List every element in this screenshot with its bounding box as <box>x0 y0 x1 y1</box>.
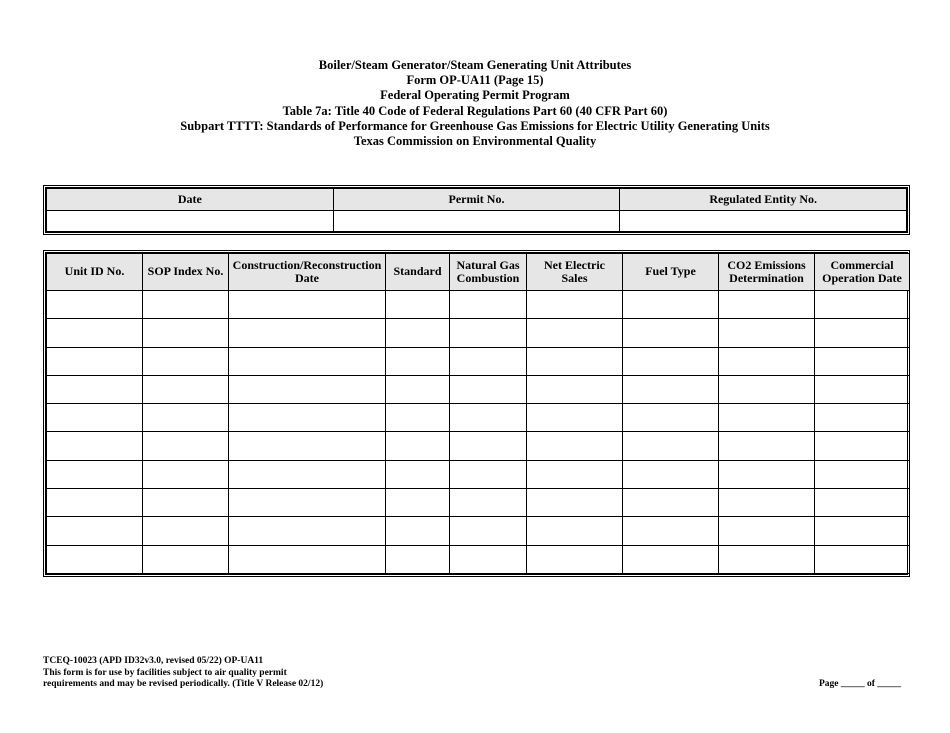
table-cell[interactable] <box>450 291 527 319</box>
table-cell[interactable] <box>386 460 450 488</box>
usage-note-2: requirements and may be revised periodically. (Title V Release 02/12) <box>43 679 324 689</box>
table-cell[interactable] <box>623 460 719 488</box>
table-cell[interactable] <box>527 375 623 403</box>
table-cell[interactable] <box>527 291 623 319</box>
header-line: SOP Index No. <box>147 264 224 279</box>
table-cell[interactable] <box>623 375 719 403</box>
table-cell[interactable] <box>450 375 527 403</box>
table-cell[interactable] <box>815 432 910 460</box>
table-cell[interactable] <box>386 291 450 319</box>
table-cell[interactable] <box>229 319 386 347</box>
table-cell[interactable] <box>229 291 386 319</box>
table-cell[interactable] <box>229 432 386 460</box>
table-cell[interactable] <box>386 489 450 517</box>
header-line: Determination <box>729 271 804 285</box>
table-cell[interactable] <box>719 545 815 573</box>
header-line: Combustion <box>456 271 520 285</box>
table-cell[interactable] <box>143 460 229 488</box>
regulated-entity-field[interactable] <box>620 211 907 232</box>
table-cell[interactable] <box>815 291 910 319</box>
usage-note-1: This form is for use by facilities subject to air quality permit <box>43 667 287 678</box>
table-cell[interactable] <box>623 404 719 432</box>
table-cell[interactable] <box>719 404 815 432</box>
table-cell[interactable] <box>527 319 623 347</box>
header-line: Unit ID No. <box>64 264 125 279</box>
table-cell[interactable] <box>47 545 143 573</box>
table-cell[interactable] <box>450 517 527 545</box>
table-row <box>47 319 910 347</box>
table-row <box>47 347 910 375</box>
table-cell[interactable] <box>719 489 815 517</box>
fuel-type-header <box>623 254 719 291</box>
identification-table <box>43 185 910 235</box>
commercial-operation-header <box>815 254 910 291</box>
table-cell[interactable] <box>229 517 386 545</box>
header-line: Sales <box>561 271 588 285</box>
table-cell[interactable] <box>229 375 386 403</box>
table-cell[interactable] <box>386 375 450 403</box>
subpart-title: Subpart TTTT: Standards of Performance for Greenhouse Gas Emissions for Electric Utility Generating Units <box>180 118 770 133</box>
table-row <box>47 432 910 460</box>
table-cell[interactable] <box>623 291 719 319</box>
table-cell[interactable] <box>386 517 450 545</box>
unit-attributes-table <box>43 250 910 577</box>
header-line: Standard <box>393 264 442 279</box>
net-electric-header <box>527 254 623 291</box>
table-cell[interactable] <box>450 545 527 573</box>
table-row <box>47 291 910 319</box>
table-cell[interactable] <box>623 545 719 573</box>
table-cell[interactable] <box>143 404 229 432</box>
header-line: CO2 Emissions <box>727 257 806 272</box>
table-cell[interactable] <box>719 319 815 347</box>
table-cell[interactable] <box>527 347 623 375</box>
table-row <box>47 489 910 517</box>
table-cell[interactable] <box>527 489 623 517</box>
form-number: Form OP-UA11 (Page 15) <box>406 73 544 88</box>
table-cell[interactable] <box>143 489 229 517</box>
table-cell[interactable] <box>815 517 910 545</box>
table-cell[interactable] <box>719 375 815 403</box>
table-cell[interactable] <box>386 319 450 347</box>
construction-date-header <box>229 254 386 291</box>
table-cell[interactable] <box>229 460 386 488</box>
header-line: Construction/Reconstruction <box>232 257 382 272</box>
program-name: Federal Operating Permit Program <box>380 88 570 103</box>
page-number: Page _____ of _____ <box>818 679 901 689</box>
form-id: TCEQ-10023 (APD ID32v3.0, revised 05/22) OP-UA11 <box>43 656 264 666</box>
table-cell[interactable] <box>815 375 910 403</box>
table-cell[interactable] <box>815 319 910 347</box>
table-cell[interactable] <box>623 319 719 347</box>
table-cell[interactable] <box>450 460 527 488</box>
header-line: Operation Date <box>822 271 902 285</box>
table-cell[interactable] <box>386 545 450 573</box>
table-row <box>47 517 910 545</box>
agency-name: Texas Commission on Environmental Quality <box>353 134 597 149</box>
form-header <box>0 58 950 149</box>
table-row <box>47 404 910 432</box>
table-cell[interactable] <box>450 404 527 432</box>
table-cell[interactable] <box>47 404 143 432</box>
header-line: Natural Gas <box>456 257 520 272</box>
table-cell[interactable] <box>229 347 386 375</box>
table-cell[interactable] <box>47 460 143 488</box>
table-cell[interactable] <box>527 545 623 573</box>
table-cell[interactable] <box>386 432 450 460</box>
table-cell[interactable] <box>229 545 386 573</box>
unit-id-header <box>47 254 143 291</box>
table-cell[interactable] <box>527 460 623 488</box>
co2-determination-header <box>719 254 815 291</box>
table-cell[interactable] <box>450 347 527 375</box>
table-cell[interactable] <box>815 347 910 375</box>
form-footer <box>43 656 323 691</box>
table-row <box>47 545 910 573</box>
standard-header <box>386 254 450 291</box>
date-header: Date <box>47 189 334 211</box>
header-line: Net Electric <box>544 257 605 272</box>
table-cell[interactable] <box>719 291 815 319</box>
table-cell[interactable] <box>623 347 719 375</box>
table-cell[interactable] <box>719 347 815 375</box>
table-row <box>47 460 910 488</box>
table-cell[interactable] <box>47 432 143 460</box>
table-cell[interactable] <box>815 489 910 517</box>
table-title: Table 7a: Title 40 Code of Federal Regulations Part 60 (40 CFR Part 60) <box>282 103 668 118</box>
table-cell[interactable] <box>47 347 143 375</box>
table-cell[interactable] <box>623 432 719 460</box>
table-cell[interactable] <box>450 432 527 460</box>
table-cell[interactable] <box>143 347 229 375</box>
table-cell[interactable] <box>47 489 143 517</box>
table-row <box>47 375 910 403</box>
table-cell[interactable] <box>386 404 450 432</box>
table-cell[interactable] <box>719 432 815 460</box>
table-cell[interactable] <box>143 432 229 460</box>
table-cell[interactable] <box>143 375 229 403</box>
permit-no-header: Permit No. <box>333 189 620 211</box>
table-cell[interactable] <box>719 460 815 488</box>
table-cell[interactable] <box>47 319 143 347</box>
table-cell[interactable] <box>450 319 527 347</box>
table-cell[interactable] <box>143 517 229 545</box>
table-cell[interactable] <box>815 460 910 488</box>
form-title: Boiler/Steam Generator/Steam Generating Unit Attributes <box>318 58 632 72</box>
header-line: Fuel Type <box>645 264 696 279</box>
table-cell[interactable] <box>143 319 229 347</box>
table-cell[interactable] <box>47 375 143 403</box>
table-cell[interactable] <box>527 404 623 432</box>
natural-gas-header <box>450 254 527 291</box>
date-field[interactable] <box>47 211 334 232</box>
table-cell[interactable] <box>623 517 719 545</box>
table-cell[interactable] <box>815 404 910 432</box>
table-cell[interactable] <box>815 545 910 573</box>
table-cell[interactable] <box>527 432 623 460</box>
table-cell[interactable] <box>386 347 450 375</box>
table-cell[interactable] <box>229 404 386 432</box>
header-line: Date <box>295 271 319 285</box>
table-cell[interactable] <box>450 489 527 517</box>
table-cell[interactable] <box>143 291 229 319</box>
table-cell[interactable] <box>47 517 143 545</box>
header-line: Commercial <box>830 257 894 272</box>
table-cell[interactable] <box>527 517 623 545</box>
permit-no-field[interactable] <box>333 211 620 232</box>
sop-index-header <box>143 254 229 291</box>
regulated-entity-header: Regulated Entity No. <box>620 189 907 211</box>
table-cell[interactable] <box>623 489 719 517</box>
table-cell[interactable] <box>143 545 229 573</box>
table-cell[interactable] <box>229 489 386 517</box>
table-cell[interactable] <box>719 517 815 545</box>
table-cell[interactable] <box>47 291 143 319</box>
